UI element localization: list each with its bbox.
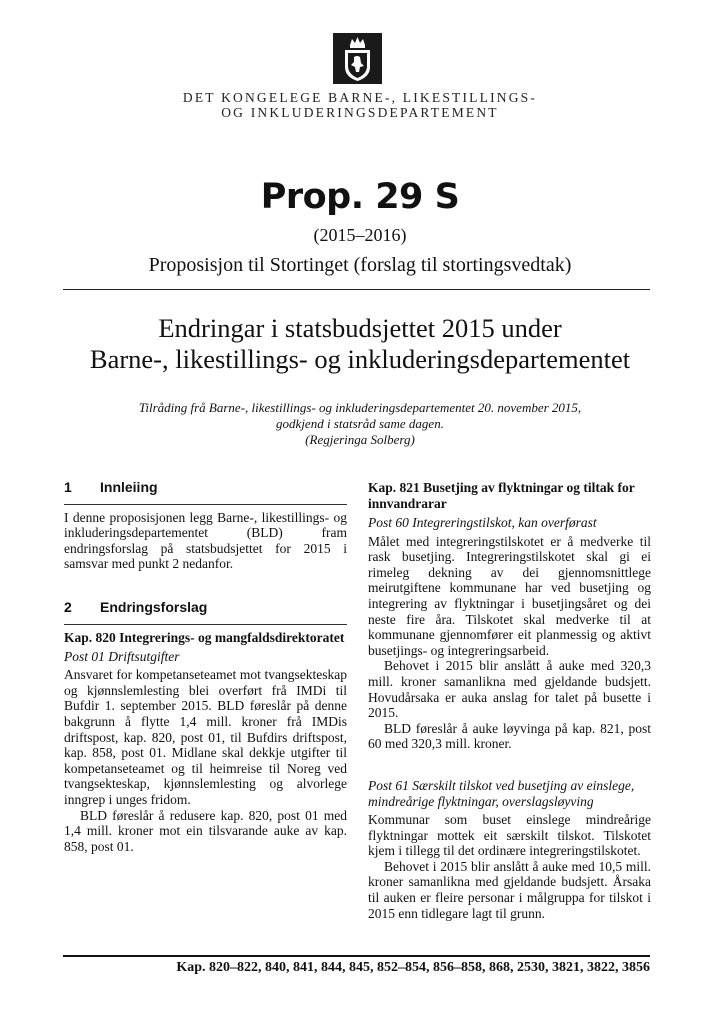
ministry-name-line2: OG INKLUDERINGSDEPARTEMENT <box>221 105 499 120</box>
left-column <box>64 480 347 854</box>
footer-divider <box>63 955 650 957</box>
post-60-paragraph-1: Målet med integreringstilskotet er å medverke til rask busetjing. Integreringstilskotet skal gi ei rimeleg dekning av dei gjennomsnittlege meirutgiftene kommunane har ved busetjing og integrering av flyktningar i busetjingsåret og dei neste fire åra. Tilskotet skal medverke til at kommunane gjennomfører eit planmessig og aktivt busetjings- og integreringsarbeid. <box>368 533 651 658</box>
section-1-heading <box>64 480 347 505</box>
kap-821-heading: Kap. 821 Busetjing av flyktningar og tiltak for innvandrarar <box>368 480 635 511</box>
section-1-title: Innleiing <box>100 479 158 495</box>
section-2-number: 2 <box>64 598 72 615</box>
post-61-paragraph-2: Behovet i 2015 blir anslått å auke med 10,5 mill. kroner samanlikna med gjeldande budsjett. Årsaka til auken er fleire personar i målgruppa for tilskot i 2015 enn tidlegare lagt til grunn. <box>368 858 651 921</box>
right-column <box>368 480 651 921</box>
section-1-number: 1 <box>64 479 72 495</box>
proposition-type: Proposisjon til Stortinget (forslag til stortingsvedtak) <box>148 254 572 276</box>
post-01-paragraph-1: Ansvaret for kompetanseteamet mot tvangsekteskap og kjønnslemlesting blei overført frå IMDi til Bufdir 1. september 2015. BLD føreslår på denne bakgrunn å flytte 1,4 mill. kroner frå IMDis driftspost, kap. 820, post 01, til Bufdirs driftspost, kap. 858, post 01. Midlane skal dekkje utgifter til kompetanseteamet og til heimreise til Noreg ved tvangsekteskap, kjønnslemlesting og alvorlege inngrep i unges fridom. <box>64 667 347 807</box>
section-2-heading <box>64 600 347 625</box>
post-60-heading: Post 60 Integreringstilskot, kan overførast <box>368 515 597 530</box>
title-divider <box>63 289 650 290</box>
approval-note <box>60 400 660 448</box>
post-60-paragraph-2: Behovet i 2015 blir anslått å auke med 320,3 mill. kroner samanlikna med gjeldande budsjett. Hovudårsaka er auka anslag for talet på busette i 2015. <box>368 658 651 721</box>
session-years: (2015–2016) <box>313 225 407 245</box>
ministry-name-line1: DET KONGELEGE BARNE-, LIKESTILLINGS- <box>182 90 538 105</box>
post-61-heading: Post 61 Særskilt tilskot ved busetjing av einslege, mindreårige flyktningar, overslagsløyving <box>368 777 635 809</box>
document-title-line1: Endringar i statsbudsjettet 2015 under <box>158 313 562 343</box>
approval-line1: Tilråding frå Barne-, likestillings- og inkluderingsdepartementet 20. november 2015, <box>138 400 582 415</box>
kap-820-heading: Kap. 820 Integrerings- og mangfaldsdirektoratet <box>64 629 345 645</box>
document-title <box>40 313 680 375</box>
approval-line3: (Regjeringa Solberg) <box>305 432 415 447</box>
royal-coat-of-arms-icon <box>333 33 382 84</box>
document-title-line2: Barne-, likestillings- og inkluderingsdepartementet <box>89 344 631 374</box>
post-01-heading: Post 01 Driftsutgifter <box>64 648 180 664</box>
approval-line2: godkjend i statsråd same dagen. <box>276 416 444 431</box>
footer-chapter-list: Kap. 820–822, 840, 841, 844, 845, 852–854, 856–858, 868, 2530, 3821, 3822, 3856 <box>176 960 650 975</box>
section-1-text: I denne proposisjonen legg Barne-, likestillings- og inkluderingsdepartementet (BLD) fram endringsforslag på statsbudsjettet for 2015 i samsvar med punkt 2 nedanfor. <box>64 509 347 572</box>
section-2-title: Endringsforslag <box>100 598 208 615</box>
post-61-paragraph-1: Kommunar som buset einslege mindreårige flyktningar mottek eit særskilt tilskot. Tilskotet kjem i tillegg til det ordinære integreringstilskotet. <box>368 812 651 859</box>
post-60-paragraph-3: BLD føreslår å auke løyvinga på kap. 821, post 60 med 320,3 mill. kroner. <box>368 720 651 752</box>
proposition-number: Prop. 29 S <box>260 177 460 217</box>
post-01-paragraph-2: BLD føreslår å redusere kap. 820, post 01 med 1,4 mill. kroner mot ein tilsvarande auke av kap. 858, post 01. <box>64 807 347 854</box>
